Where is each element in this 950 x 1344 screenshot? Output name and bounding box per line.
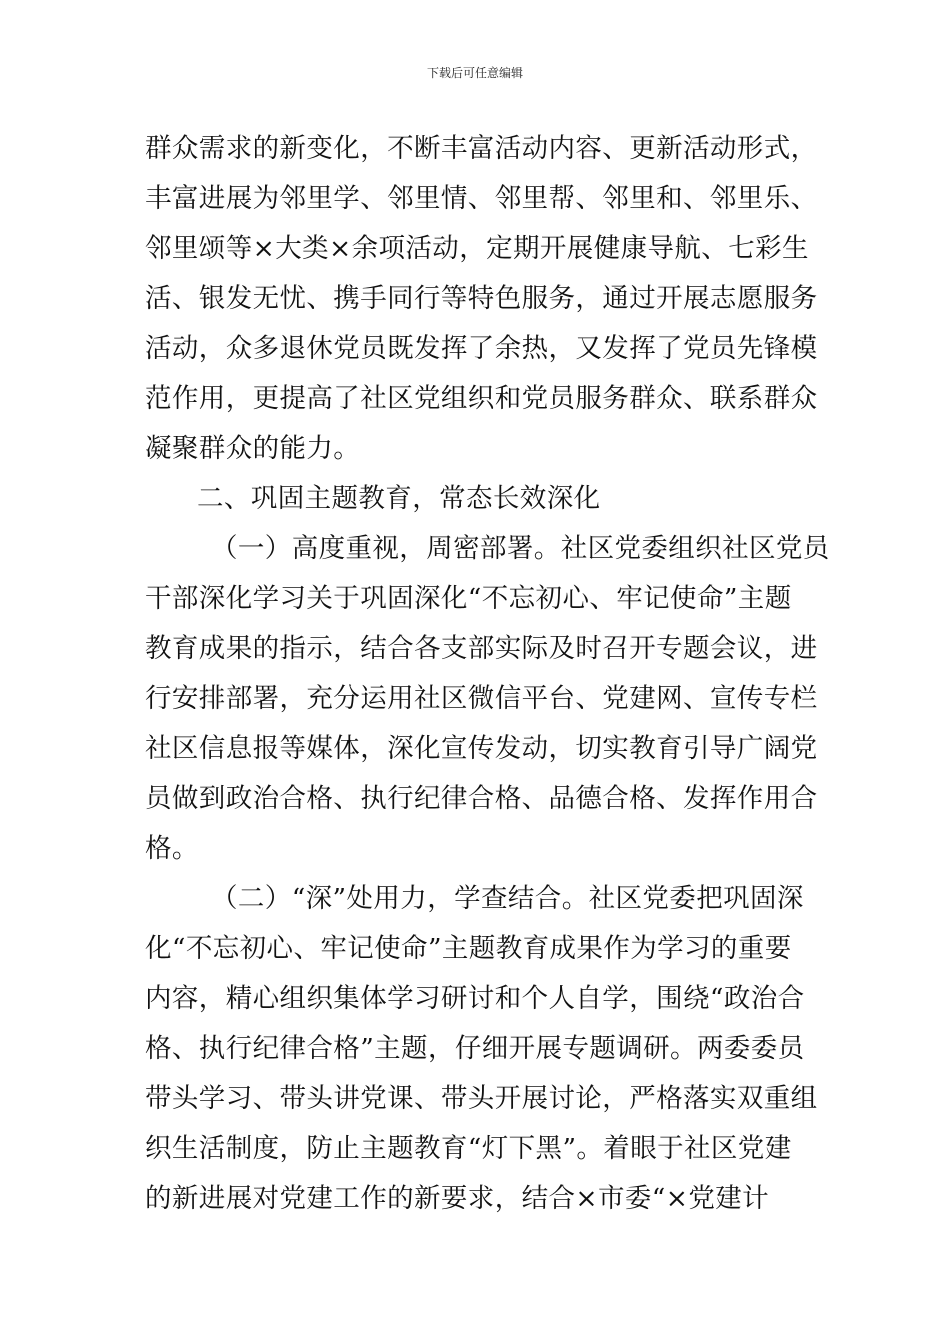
text-line: 行安排部署，充分运用社区微信平台、党建网、宣传专栏 [145,683,818,714]
text-line: 格、执行纪律合格”主题，仔细开展专题调研。两委委员 [145,1033,805,1064]
text-line: 干部深化学习关于巩固深化“不忘初心、牢记使命”主题 [145,583,792,614]
text-line: 教育成果的指示，结合各支部实际及时召开专题会议，进 [145,633,818,664]
text-line: 织生活制度，防止主题教育“灯下黑”。着眼于社区党建 [145,1133,792,1164]
text-line: 内容，精心组织集体学习研讨和个人自学，围绕“政治合 [145,983,805,1014]
text-line: 带头学习、带头讲党课、带头开展讨论，严格落实双重组 [145,1083,818,1114]
text-line: （二）“深”处用力，学查结合。社区党委把巩固深 [211,883,804,914]
text-line: （一）高度重视，周密部署。社区党委组织社区党员 [211,533,830,564]
section-heading: 二、巩固主题教育，常态长效深化 [197,483,601,514]
text-line: 丰富进展为邻里学、邻里情、邻里帮、邻里和、邻里乐、 [145,183,818,214]
text-line: 格。 [145,833,199,864]
text-line: 活动，众多退休党员既发挥了余热，又发挥了党员先锋模 [145,333,818,364]
text-line: 群众需求的新变化，不断丰富活动内容、更新活动形式， [145,133,818,164]
text-line: 员做到政治合格、执行纪律合格、品德合格、发挥作用合 [145,783,818,814]
text-line: 的新进展对党建工作的新要求，结合×市委“×党建计 [145,1183,770,1214]
text-line: 凝聚群众的能力。 [145,433,361,464]
text-line: 化“不忘初心、牢记使命”主题教育成果作为学习的重要 [145,933,792,964]
text-line: 活、银发无忧、携手同行等特色服务，通过开展志愿服务 [145,283,818,314]
text-line: 邻里颂等×大类×余项活动，定期开展健康导航、七彩生 [145,233,809,264]
page-header: 下载后可任意编辑 [426,66,523,80]
text-line: 范作用，更提高了社区党组织和党员服务群众、联系群众 [145,383,818,414]
text-line: 社区信息报等媒体，深化宣传发动，切实教育引导广阔党 [145,733,818,764]
